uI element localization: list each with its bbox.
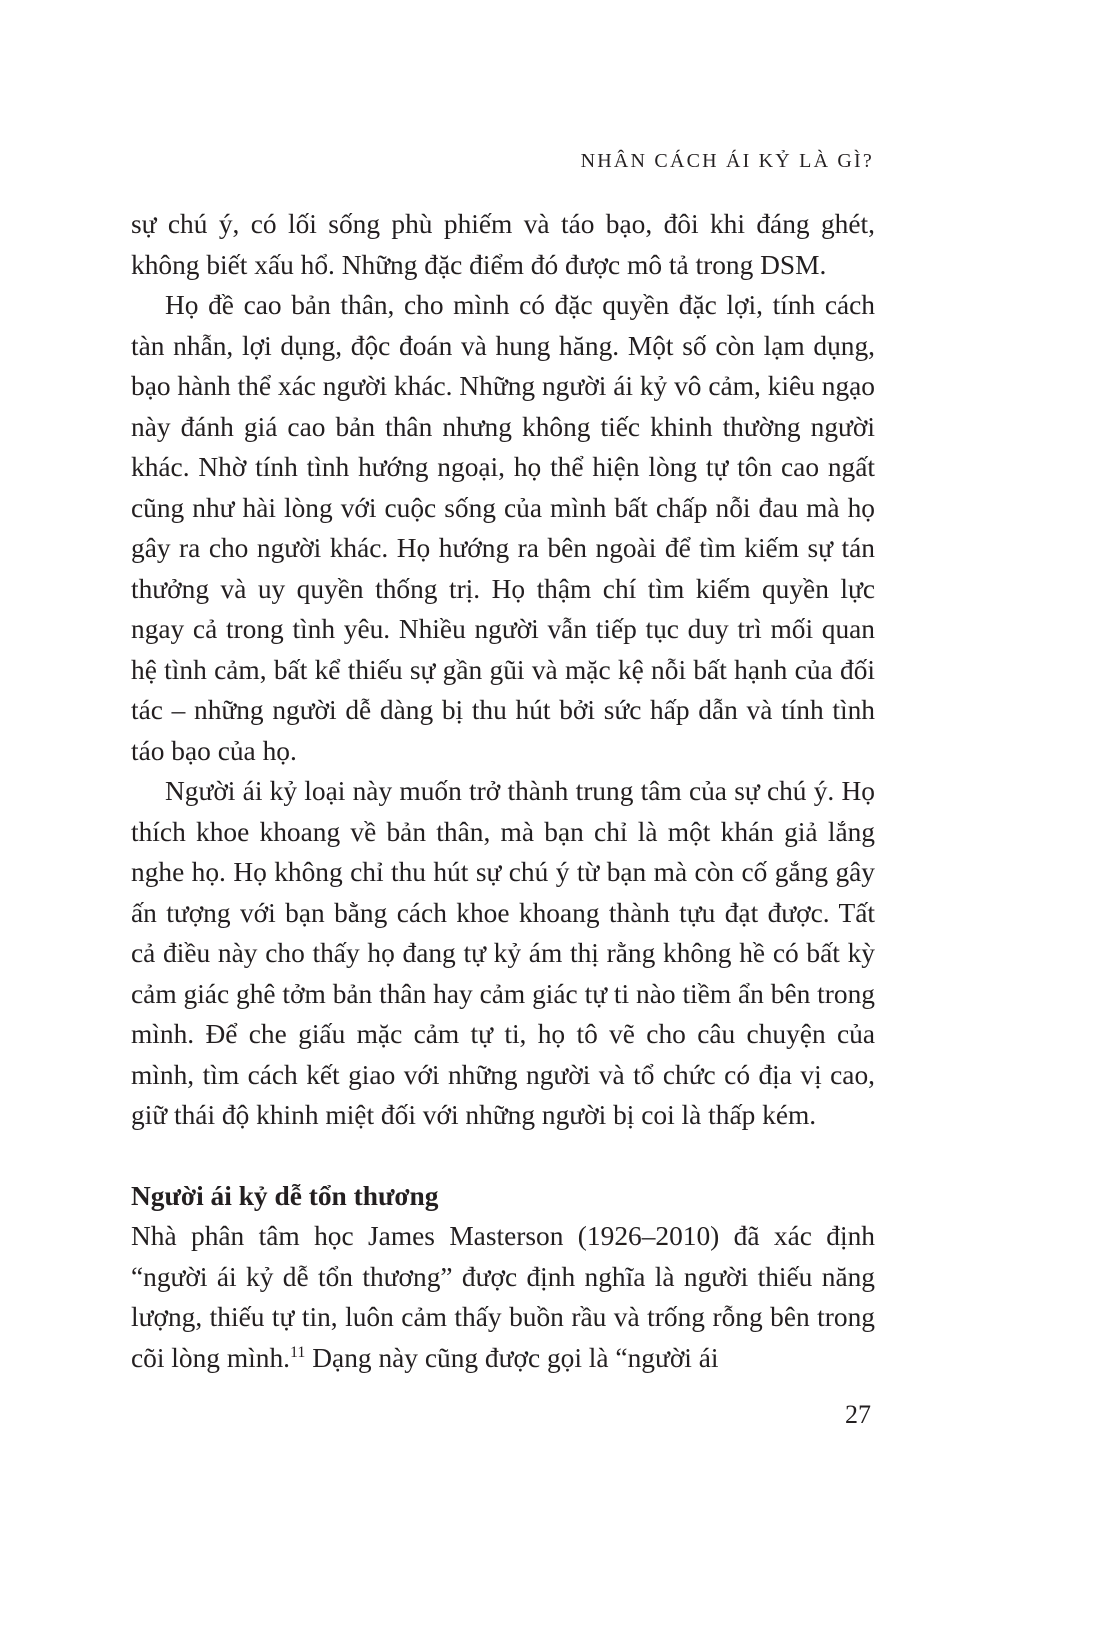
section-heading: Người ái kỷ dễ tổn thương [131, 1180, 439, 1211]
page-number: 27 [845, 1400, 871, 1429]
section-paragraph-text: Nhà phân tâm học James Masterson (1926–2010) đã xác định “người ái kỷ dễ tổn thương” được định nghĩa là người thiếu năng lượng, thiếu tự tin, luôn cảm thấy buồn rầu và trống rỗng bên trong cõi lòng mình. [131, 1221, 875, 1373]
running-head: NHÂN CÁCH ÁI KỶ LÀ GÌ? [580, 150, 874, 172]
section-paragraph [131, 1216, 875, 1378]
body-text [131, 204, 875, 1378]
paragraph-continuation: sự chú ý, có lối sống phù phiếm và táo bạo, đôi khi đáng ghét, không biết xấu hổ. Những đặc điểm đó được mô tả trong DSM. [131, 209, 875, 280]
paragraph: Họ đề cao bản thân, cho mình có đặc quyền đặc lợi, tính cách tàn nhẫn, lợi dụng, độc đoán và hung hăng. Một số còn lạm dụng, bạo hành thể xác người khác. Những người ái kỷ vô cảm, kiêu ngạo này đánh giá cao bản thân nhưng không tiếc khinh thường người khác. Nhờ tính tình hướng ngoại, họ thể hiện lòng tự tôn cao ngất cũng như hài lòng với cuộc sống của mình bất chấp nỗi đau mà họ gây ra cho người khác. Họ hướng ra bên ngoài để tìm kiếm sự tán thưởng và uy quyền thống trị. Họ thậm chí tìm kiếm quyền lực ngay cả trong tình yêu. Nhiều người vẫn tiếp tục duy trì mối quan hệ tình cảm, bất kể thiếu sự gần gũi và mặc kệ nỗi bất hạnh của đối tác – những người dễ dàng bị thu hút bởi sức hấp dẫn và tính tình táo bạo của họ. [131, 290, 875, 766]
section-paragraph-text-continued: Dạng này cũng được gọi là “người ái [305, 1342, 719, 1373]
footnote-reference: 11 [290, 1343, 306, 1361]
paragraph: Người ái kỷ loại này muốn trở thành trung tâm của sự chú ý. Họ thích khoe khoang về bản thân, mà bạn chỉ là một khán giả lắng nghe họ. Họ không chỉ thu hút sự chú ý từ bạn mà còn cố gắng gây ấn tượng với bạn bằng cách khoe khoang thành tựu đạt được. Tất cả điều này cho thấy họ đang tự kỷ ám thị rằng không hề có bất kỳ cảm giác ghê tởm bản thân hay cảm giác tự ti nào tiềm ẩn bên trong mình. Để che giấu mặc cảm tự ti, họ tô vẽ cho câu chuyện của mình, tìm cách kết giao với những người và tổ chức có địa vị cao, giữ thái độ khinh miệt đối với những người bị coi là thấp kém. [131, 776, 875, 1130]
